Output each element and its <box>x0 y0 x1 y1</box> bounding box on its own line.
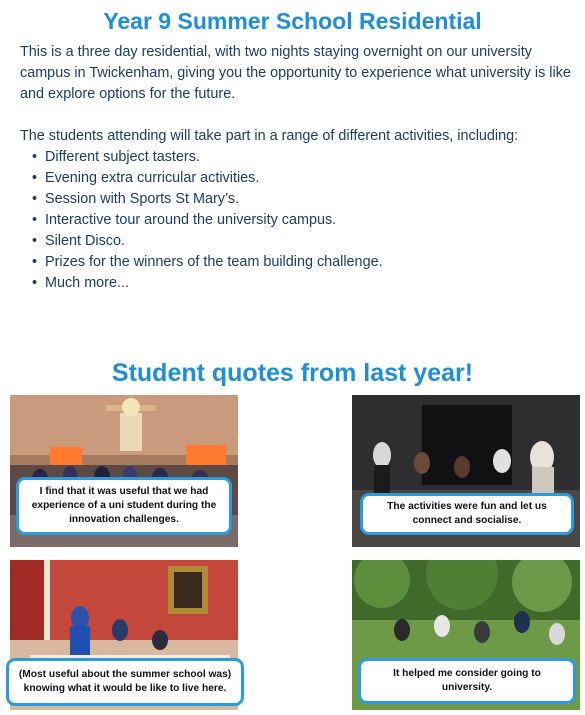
quote-text: (Most useful about the summer school was) knowing what it would be like to live here. <box>18 669 232 694</box>
list-item: • Evening extra curricular activities. <box>32 168 575 189</box>
quotes-heading: Student quotes from last year! <box>111 359 474 387</box>
intro-section <box>20 42 575 294</box>
activities-lead: The students attending will take part in a range of different activities, including: <box>20 128 519 144</box>
list-item: • Much more... <box>32 273 575 294</box>
quote-box <box>358 658 576 704</box>
intro-paragraph: This is a three day residential, with two nights staying overnight on our university campus in Twickenham, giving you the opportunity to experience what university is like and explore options for the future. <box>20 44 571 102</box>
quote-box <box>16 477 232 535</box>
activities-list <box>32 147 575 294</box>
quote-box <box>6 658 244 706</box>
quote-text: It helped me consider going to university. <box>393 668 541 693</box>
list-item: • Prizes for the winners of the team building challenge. <box>32 252 575 273</box>
list-item: • Silent Disco. <box>32 231 575 252</box>
quote-text: I find that it was useful that we had experience of a uni student during the innovation challenges. <box>31 486 217 525</box>
list-item: • Different subject tasters. <box>32 147 575 168</box>
quote-box <box>360 493 574 535</box>
list-item: • Session with Sports St Mary’s. <box>32 189 575 210</box>
list-item: • Interactive tour around the university campus. <box>32 210 575 231</box>
quote-text: The activities were fun and let us connect and socialise. <box>387 501 547 526</box>
page-title: Year 9 Summer School Residential <box>103 8 482 34</box>
